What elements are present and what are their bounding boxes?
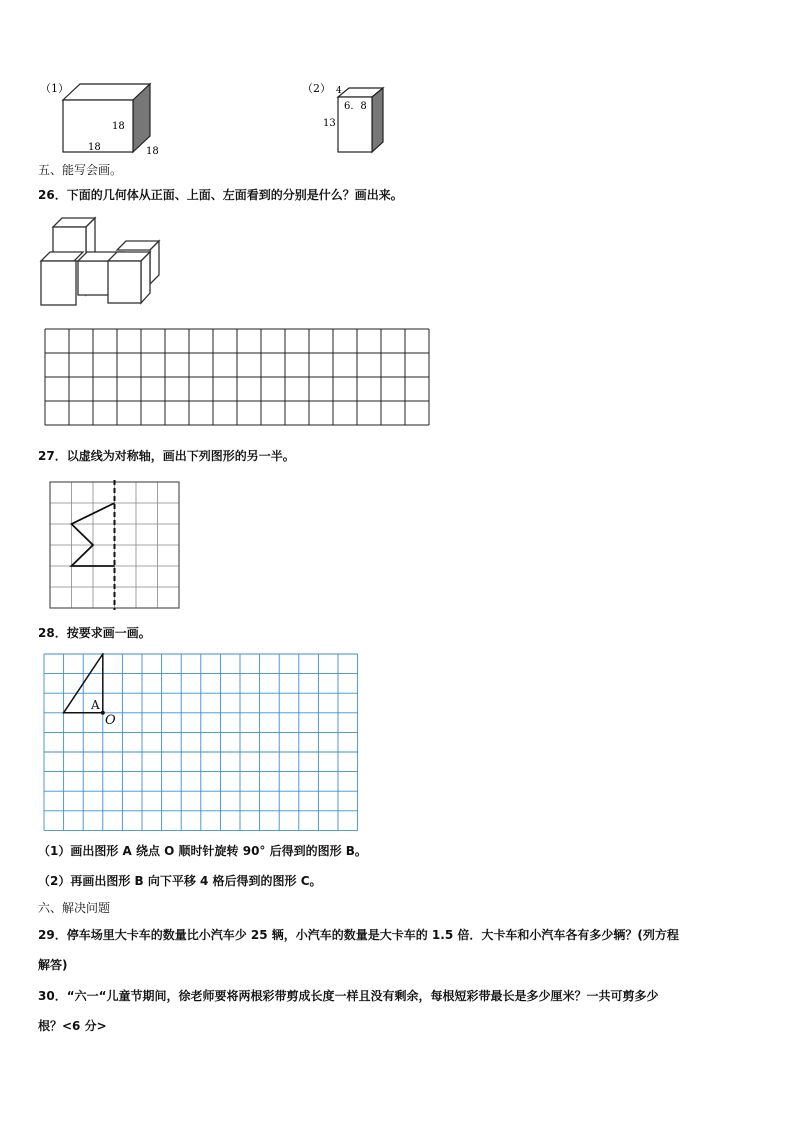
figure-1-dim-depth: 18 [146,146,159,157]
cuboid-figure-2 [300,80,400,160]
question-28-part-1: （1）画出图形 A 绕点 O 顺时针旋转 90° 后得到的图形 B。 [38,844,367,858]
section-5-title: 五、能写会画。 [38,163,123,177]
point-o-label: O [105,713,116,728]
figure-2-label: （2） [302,82,331,95]
question-30-line-2: 根？<6 分> [38,1019,107,1033]
drawing-grid-q26 [44,328,432,428]
question-30-line-1: 30．“六一“儿童节期间，徐老师要将两根彩带剪成长度一样且没有剩余，每根短彩带最长是多少厘米？一共可剪多少 [38,989,659,1003]
cube-stack-figure [38,215,168,310]
cuboid-figure-1 [38,78,168,158]
question-28: 28．按要求画一画。 [38,626,151,640]
symmetry-grid-q27 [48,480,182,610]
figure-1-label: （1） [40,82,69,95]
question-29-line-1: 29．停车场里大卡车的数量比小汽车少 25 辆，小汽车的数量是大卡车的 1.5 倍．大卡车和小汽车各有多少辆？(列方程 [38,928,679,942]
figure-2-dim-height: 13 [323,118,336,129]
rotation-grid-q28 [43,653,359,831]
question-29-line-2: 解答) [38,958,68,972]
section-6-title: 六、解决问题 [38,901,111,915]
figure-1-dim-side: 18 [112,121,125,132]
shape-a-label: A [91,698,100,712]
question-27: 27．以虚线为对称轴，画出下列图形的另一半。 [38,449,295,463]
figure-2-dim-top: 4 [336,86,342,96]
figure-1-dim-front: 18 [88,142,101,153]
figure-2-dim-front: 6．8 [344,101,367,112]
question-26: 26．下面的几何体从正面、上面、左面看到的分别是什么？画出来。 [38,188,403,202]
question-28-part-2: （2）再画出图形 B 向下平移 4 格后得到的图形 C。 [38,874,322,888]
